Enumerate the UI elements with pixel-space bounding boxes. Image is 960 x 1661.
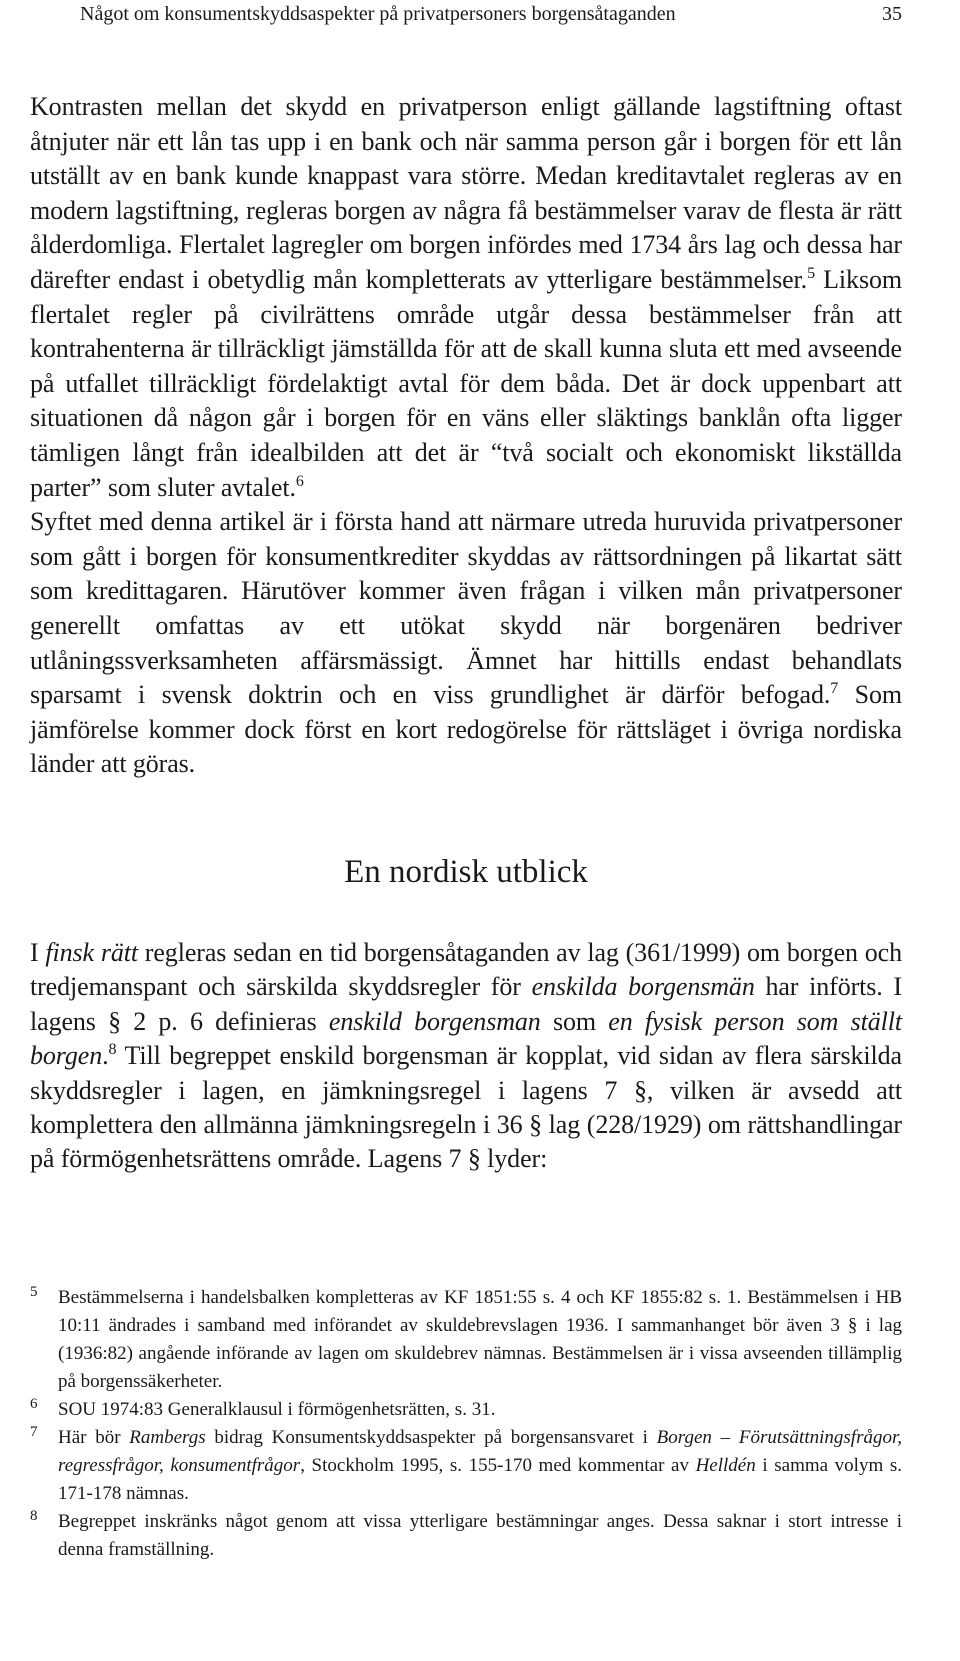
section-text-5: . [102, 1041, 109, 1071]
footnote-emphasis-author: Rambergs [129, 1427, 206, 1448]
paragraph-2-text-a: Syftet med denna artikel är i första hand att närmare utreda huruvida privatpersoner som gått i borgen för konsumentkrediter skyddas av rättsordningen på likartat sätt som kredittagaren. Härutöver kommer även frågan i vilken mån privatpersoner generellt omfattas av ett utökat skydd när borgenären bedriver utlåningssverksamheten affärsmässigt. Ämnet har hittills endast behandlats sparsamt i svensk doktrin och en viss grundlighet är därför befogad. [30, 507, 902, 710]
body-text [30, 90, 902, 782]
running-title: Något om konsumentskyddsaspekter på privatpersoners borgensåtaganden [80, 3, 676, 25]
footnote-8 [30, 1508, 902, 1564]
footnote-ref-6: 6 [295, 472, 304, 490]
paragraph-1-text-a: Kontrasten mellan det skydd en privatperson enligt gällande lagstiftning oftast åtnjuter när ett lån tas upp i en bank och när samma person går i borgen för ett lån utställt av en bank kunde knappast vara större. Medan kreditavtalet regleras av en modern lagstiftning, regleras borgen av några få bestämmelser varav de flesta är rätt ålderdomliga. Flertalet lagregler om borgen infördes med 1734 års lag och dessa har därefter endast i obetydlig mån kompletterats av ytterligare bestämmelser. [30, 92, 902, 294]
paragraph-2 [30, 505, 902, 782]
section-text-1: I [30, 938, 46, 967]
footnotes [30, 1284, 902, 1564]
paragraph-2-text-b: Som jämförelse kommer dock först en kort redogörelse för rättsläget i övriga nordiska länder att göras. [30, 680, 902, 779]
footnote-text-c: , Stockholm 1995, s. 155-170 med kommentar av [300, 1455, 696, 1476]
footnote-6 [30, 1396, 902, 1424]
footnote-emphasis-commentator: Helldén [695, 1455, 756, 1476]
section-emphasis-2: enskilda borgensmän [531, 972, 755, 1002]
footnote-emphasis-book-title: Borgen – Förutsättningsfrågor, regressfrågor, konsumentfrågor [58, 1427, 903, 1476]
footnote-ref-5: 5 [807, 264, 815, 282]
footnote-text-a: Här bör [58, 1427, 130, 1448]
section-paragraph [30, 936, 902, 1177]
paragraph-1-text-b: Liksom flertalet regler på civilrättens område utgår dessa bestämmelser från att kontrahenterna är tillräckligt jämställda för att de skall kunna sluta ett med avseende på utfallet tillräckligt fördelaktigt avtal för dem båda. Det är dock uppenbart att situationen då någon går i borgen för en väns eller släktings banklån ofta ligger tämligen långt från idealbilden att det är “två socialt och ekonomiskt likställda parter” som sluter avtalet. [30, 264, 902, 502]
footnote-ref-8: 8 [108, 1041, 117, 1059]
footnote-text-d: i samma volym s. 171-178 nämnas. [58, 1455, 902, 1504]
section-emphasis-3: enskild borgensman [328, 1006, 541, 1036]
section-text-3: har införts. I lagens § 2 p. 6 definieras [30, 972, 902, 1036]
running-header [80, 2, 902, 26]
footnote-text: SOU 1974:83 Generalklausul i förmögenhetsrätten, s. 31. [58, 1399, 496, 1420]
footnote-ref-7: 7 [830, 680, 839, 698]
footnote-number: 5 [30, 1284, 38, 1300]
footnote-text: Bestämmelserna i handelsbalken kompletteras av KF 1851:55 s. 4 och KF 1855:82 s. 1. Bestämmelsen i HB 10:11 ändrades i samband med införandet av skuldebrevslagen 1936. I sammanhanget bör även 3 § i lag (1936:82) angående införande av lagen om skuldebrev nämnas. Bestämmelsen är i vissa avseenden tillämplig på borgenssäkerheter. [58, 1287, 902, 1392]
footnote-number: 6 [30, 1396, 38, 1412]
footnote-number: 8 [30, 1508, 38, 1524]
section-heading: En nordisk utblick [344, 854, 588, 890]
paragraph-1 [30, 90, 902, 505]
footnote-5 [30, 1284, 902, 1396]
section-text-6: Till begreppet enskild borgensman är kopplat, vid sidan av flera särskilda skyddsregler i lagen, en jämkningsregel i lagens 7 §, vilken är avsedd att komplettera den allmänna jämkningsregeln i 36 § lag (228/1929) om rättshandlingar på förmögenhetsrättens område. Lagens 7 § lyder: [30, 1041, 902, 1174]
section-emphasis-1: finsk rätt [45, 938, 138, 967]
footnote-number: 7 [30, 1424, 38, 1440]
section-emphasis-4: en fysisk person som ställt borgen [30, 1006, 902, 1071]
footnote-text: Begreppet inskränks något genom att vissa ytterligare bestämningar anges. Dessa saknar i stort intresse i denna framställning. [58, 1511, 902, 1560]
footnote-text-b: bidrag Konsumentskyddsaspekter på borgensansvaret i [205, 1427, 657, 1448]
section-text-4: som [540, 1006, 609, 1036]
section-text-2: regleras sedan en tid borgensåtaganden av lag (361/1999) om borgen och tredjemanspant och särskilda skyddsregler för [30, 938, 903, 1002]
page-number: 35 [882, 3, 902, 25]
footnote-7 [30, 1424, 902, 1508]
